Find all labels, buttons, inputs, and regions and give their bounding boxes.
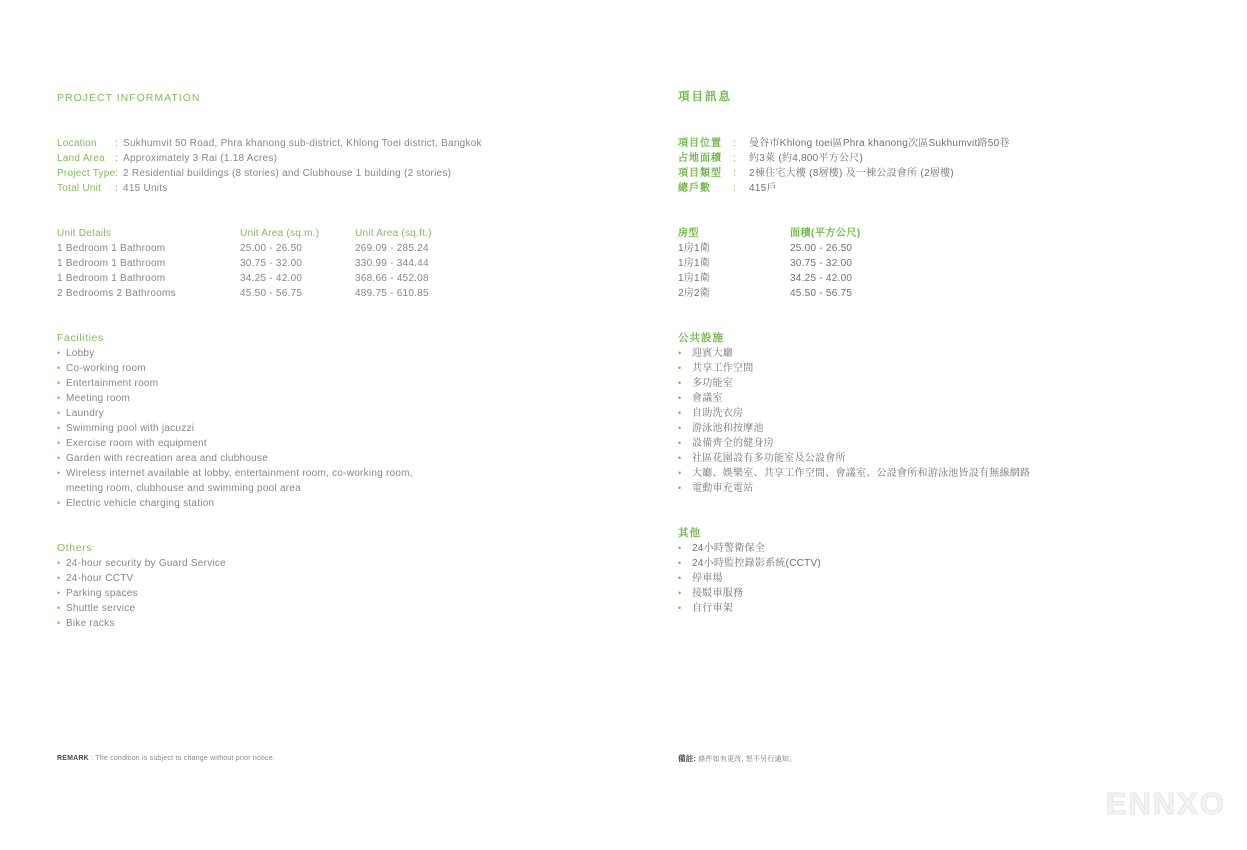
others-list bbox=[57, 556, 413, 631]
colon: : bbox=[91, 755, 94, 762]
project-information-title-zh: 項目訊息 bbox=[678, 91, 732, 103]
facilities-title-zh: 公共設施 bbox=[678, 332, 724, 344]
facility-item: • Swimming pool with jacuzzi bbox=[57, 421, 413, 436]
info-value: 415戶 bbox=[749, 183, 777, 194]
info-row-land-area bbox=[57, 151, 482, 166]
facilities-list bbox=[57, 346, 413, 511]
info-label: Total Unit bbox=[57, 183, 102, 194]
facility-item: • 電動車充電站 bbox=[678, 481, 1030, 496]
facility-item: • 迎賓大廳 bbox=[678, 346, 1030, 361]
others-title-zh: 其他 bbox=[678, 527, 701, 539]
facility-item: • Garden with recreation area and clubhouse bbox=[57, 451, 413, 466]
remark-text: 條件如有更改, 恕不另行通知。 bbox=[698, 756, 797, 763]
table-cell: 368.66 - 452.08 bbox=[355, 273, 429, 284]
table-cell: 1 Bedroom 1 Bathroom bbox=[57, 243, 166, 254]
others-list-zh bbox=[678, 541, 821, 616]
table-cell: 1房1衛 bbox=[678, 258, 711, 269]
remark-text: The condition is subject to change without prior notice. bbox=[95, 755, 275, 762]
facility-item: • 社區花園設有多功能室及公設會所 bbox=[678, 451, 1030, 466]
table-cell: 25.00 - 26.50 bbox=[790, 243, 853, 254]
table-cell: 489.75 - 610.85 bbox=[355, 288, 429, 299]
info-label: Project Type bbox=[57, 168, 116, 179]
facility-item: • Meeting room bbox=[57, 391, 413, 406]
facility-item: • 游泳池和按摩池 bbox=[678, 421, 1030, 436]
info-row-location bbox=[57, 136, 482, 151]
other-item: • 接駁車服務 bbox=[678, 586, 821, 601]
table-header-cell: Unit Details bbox=[57, 228, 112, 239]
info-label: 項目位置 bbox=[678, 138, 722, 149]
other-item: • 24-hour CCTV bbox=[57, 571, 413, 586]
table-cell: 34.25 - 42.00 bbox=[790, 273, 853, 284]
facility-item: • Laundry bbox=[57, 406, 413, 421]
others-title: Others bbox=[57, 542, 93, 554]
info-value: 415 Units bbox=[123, 183, 168, 194]
table-header-cell: Unit Area (sq.ft.) bbox=[355, 228, 432, 239]
other-item: • 24小時監控錄影系統(CCTV) bbox=[678, 556, 821, 571]
facility-item: • 會議室 bbox=[678, 391, 1030, 406]
info-row-total-unit-zh bbox=[678, 181, 1010, 196]
table-cell: 34.25 - 42.00 bbox=[240, 273, 303, 284]
facility-item: • Exercise room with equipment bbox=[57, 436, 413, 451]
table-cell: 269.09 - 285.24 bbox=[355, 243, 429, 254]
colon: : bbox=[733, 138, 737, 149]
table-cell: 30.75 - 32.00 bbox=[790, 258, 853, 269]
ennxo-watermark-logo: ENNXO bbox=[1105, 786, 1226, 821]
table-cell: 25.00 - 26.50 bbox=[240, 243, 303, 254]
facilities-title: Facilities bbox=[57, 332, 104, 344]
table-header-cell: 房型 bbox=[678, 228, 699, 239]
colon: : bbox=[115, 153, 119, 164]
colon: : bbox=[115, 183, 119, 194]
facility-item: • 多功能室 bbox=[678, 376, 1030, 391]
unit-details-table-zh bbox=[678, 226, 950, 301]
others-section bbox=[57, 541, 413, 631]
colon: : bbox=[115, 168, 119, 179]
remark-label: REMARK bbox=[57, 755, 89, 762]
facility-item: • 設備齊全的健身房 bbox=[678, 436, 1030, 451]
colon: : bbox=[115, 138, 119, 149]
info-value: 約3萊 (約4,800平方公尺) bbox=[749, 153, 864, 164]
others-section-zh bbox=[678, 526, 821, 616]
facility-item: • Electric vehicle charging station bbox=[57, 496, 413, 511]
colon: : bbox=[693, 754, 697, 763]
table-cell: 1房1衛 bbox=[678, 273, 711, 284]
table-header-cell: Unit Area (sq.m.) bbox=[240, 228, 320, 239]
facility-item: • Co-working room bbox=[57, 361, 413, 376]
info-value: 2棟住宅大樓 (8層樓) 及一棟公設會所 (2層樓) bbox=[749, 168, 954, 179]
table-cell: 1 Bedroom 1 Bathroom bbox=[57, 258, 166, 269]
table-cell: 1房1衛 bbox=[678, 243, 711, 254]
other-item: • Shuttle service bbox=[57, 601, 413, 616]
facility-item: • Lobby bbox=[57, 346, 413, 361]
facility-item: • Wireless internet available at lobby, entertainment room, co-working room, meeting room, clubhouse and swimming pool area bbox=[57, 466, 413, 496]
other-item: • 自行車架 bbox=[678, 601, 821, 616]
table-cell: 1 Bedroom 1 Bathroom bbox=[57, 273, 166, 284]
facility-item: • 大廳、娛樂室、共享工作空間、會議室、公設會所和游泳池皆設有無線網路 bbox=[678, 466, 1030, 481]
table-cell: 2房2衛 bbox=[678, 288, 711, 299]
other-item: • Parking spaces bbox=[57, 586, 413, 601]
facilities-section bbox=[57, 331, 413, 511]
facility-item: • 共享工作空間 bbox=[678, 361, 1030, 376]
colon: : bbox=[733, 168, 737, 179]
colon: : bbox=[733, 183, 737, 194]
table-cell: 30.75 - 32.00 bbox=[240, 258, 303, 269]
info-row-project-type bbox=[57, 166, 482, 181]
project-info-list bbox=[57, 136, 482, 196]
info-label: 總戶數 bbox=[678, 183, 711, 194]
project-information-title: PROJECT INFORMATION bbox=[57, 92, 201, 104]
other-item: • Bike racks bbox=[57, 616, 413, 631]
remark-zh bbox=[678, 754, 796, 765]
other-item: • 24-hour security by Guard Service bbox=[57, 556, 413, 571]
facilities-section-zh bbox=[678, 331, 1030, 496]
table-cell: 330.99 - 344.44 bbox=[355, 258, 429, 269]
project-info-list-zh bbox=[678, 136, 1010, 196]
table-cell: 45.50 - 56.75 bbox=[240, 288, 303, 299]
info-label: 項目類型 bbox=[678, 168, 722, 179]
info-value: 曼谷市Khlong toei區Phra khanong次區Sukhumvit路50巷 bbox=[749, 138, 1010, 149]
info-label: Land Area bbox=[57, 153, 105, 164]
other-item: • 停車場 bbox=[678, 571, 821, 586]
facility-item: • Entertainment room bbox=[57, 376, 413, 391]
unit-details-table bbox=[57, 226, 505, 301]
table-cell: 2 Bedrooms 2 Bathrooms bbox=[57, 288, 176, 299]
remark-en bbox=[57, 754, 275, 764]
colon: : bbox=[733, 153, 737, 164]
info-value: Approximately 3 Rai (1.18 Acres) bbox=[123, 153, 278, 164]
info-label: Location bbox=[57, 138, 97, 149]
info-row-project-type-zh bbox=[678, 166, 1010, 181]
info-value: 2 Residential buildings (8 stories) and Clubhouse 1 building (2 stories) bbox=[123, 168, 452, 179]
table-cell: 45.50 - 56.75 bbox=[790, 288, 853, 299]
remark-label: 備註 bbox=[678, 754, 694, 763]
table-header-cell: 面積(平方公尺) bbox=[790, 228, 861, 239]
facilities-list-zh bbox=[678, 346, 1030, 496]
info-label: 占地面積 bbox=[678, 153, 722, 164]
info-value: Sukhumvit 50 Road, Phra khanong sub-district, Khlong Toei district, Bangkok bbox=[123, 138, 482, 149]
other-item: • 24小時警衛保全 bbox=[678, 541, 821, 556]
info-row-location-zh bbox=[678, 136, 1010, 151]
info-row-total-unit bbox=[57, 181, 482, 196]
facility-item: • 自助洗衣房 bbox=[678, 406, 1030, 421]
info-row-land-area-zh bbox=[678, 151, 1010, 166]
